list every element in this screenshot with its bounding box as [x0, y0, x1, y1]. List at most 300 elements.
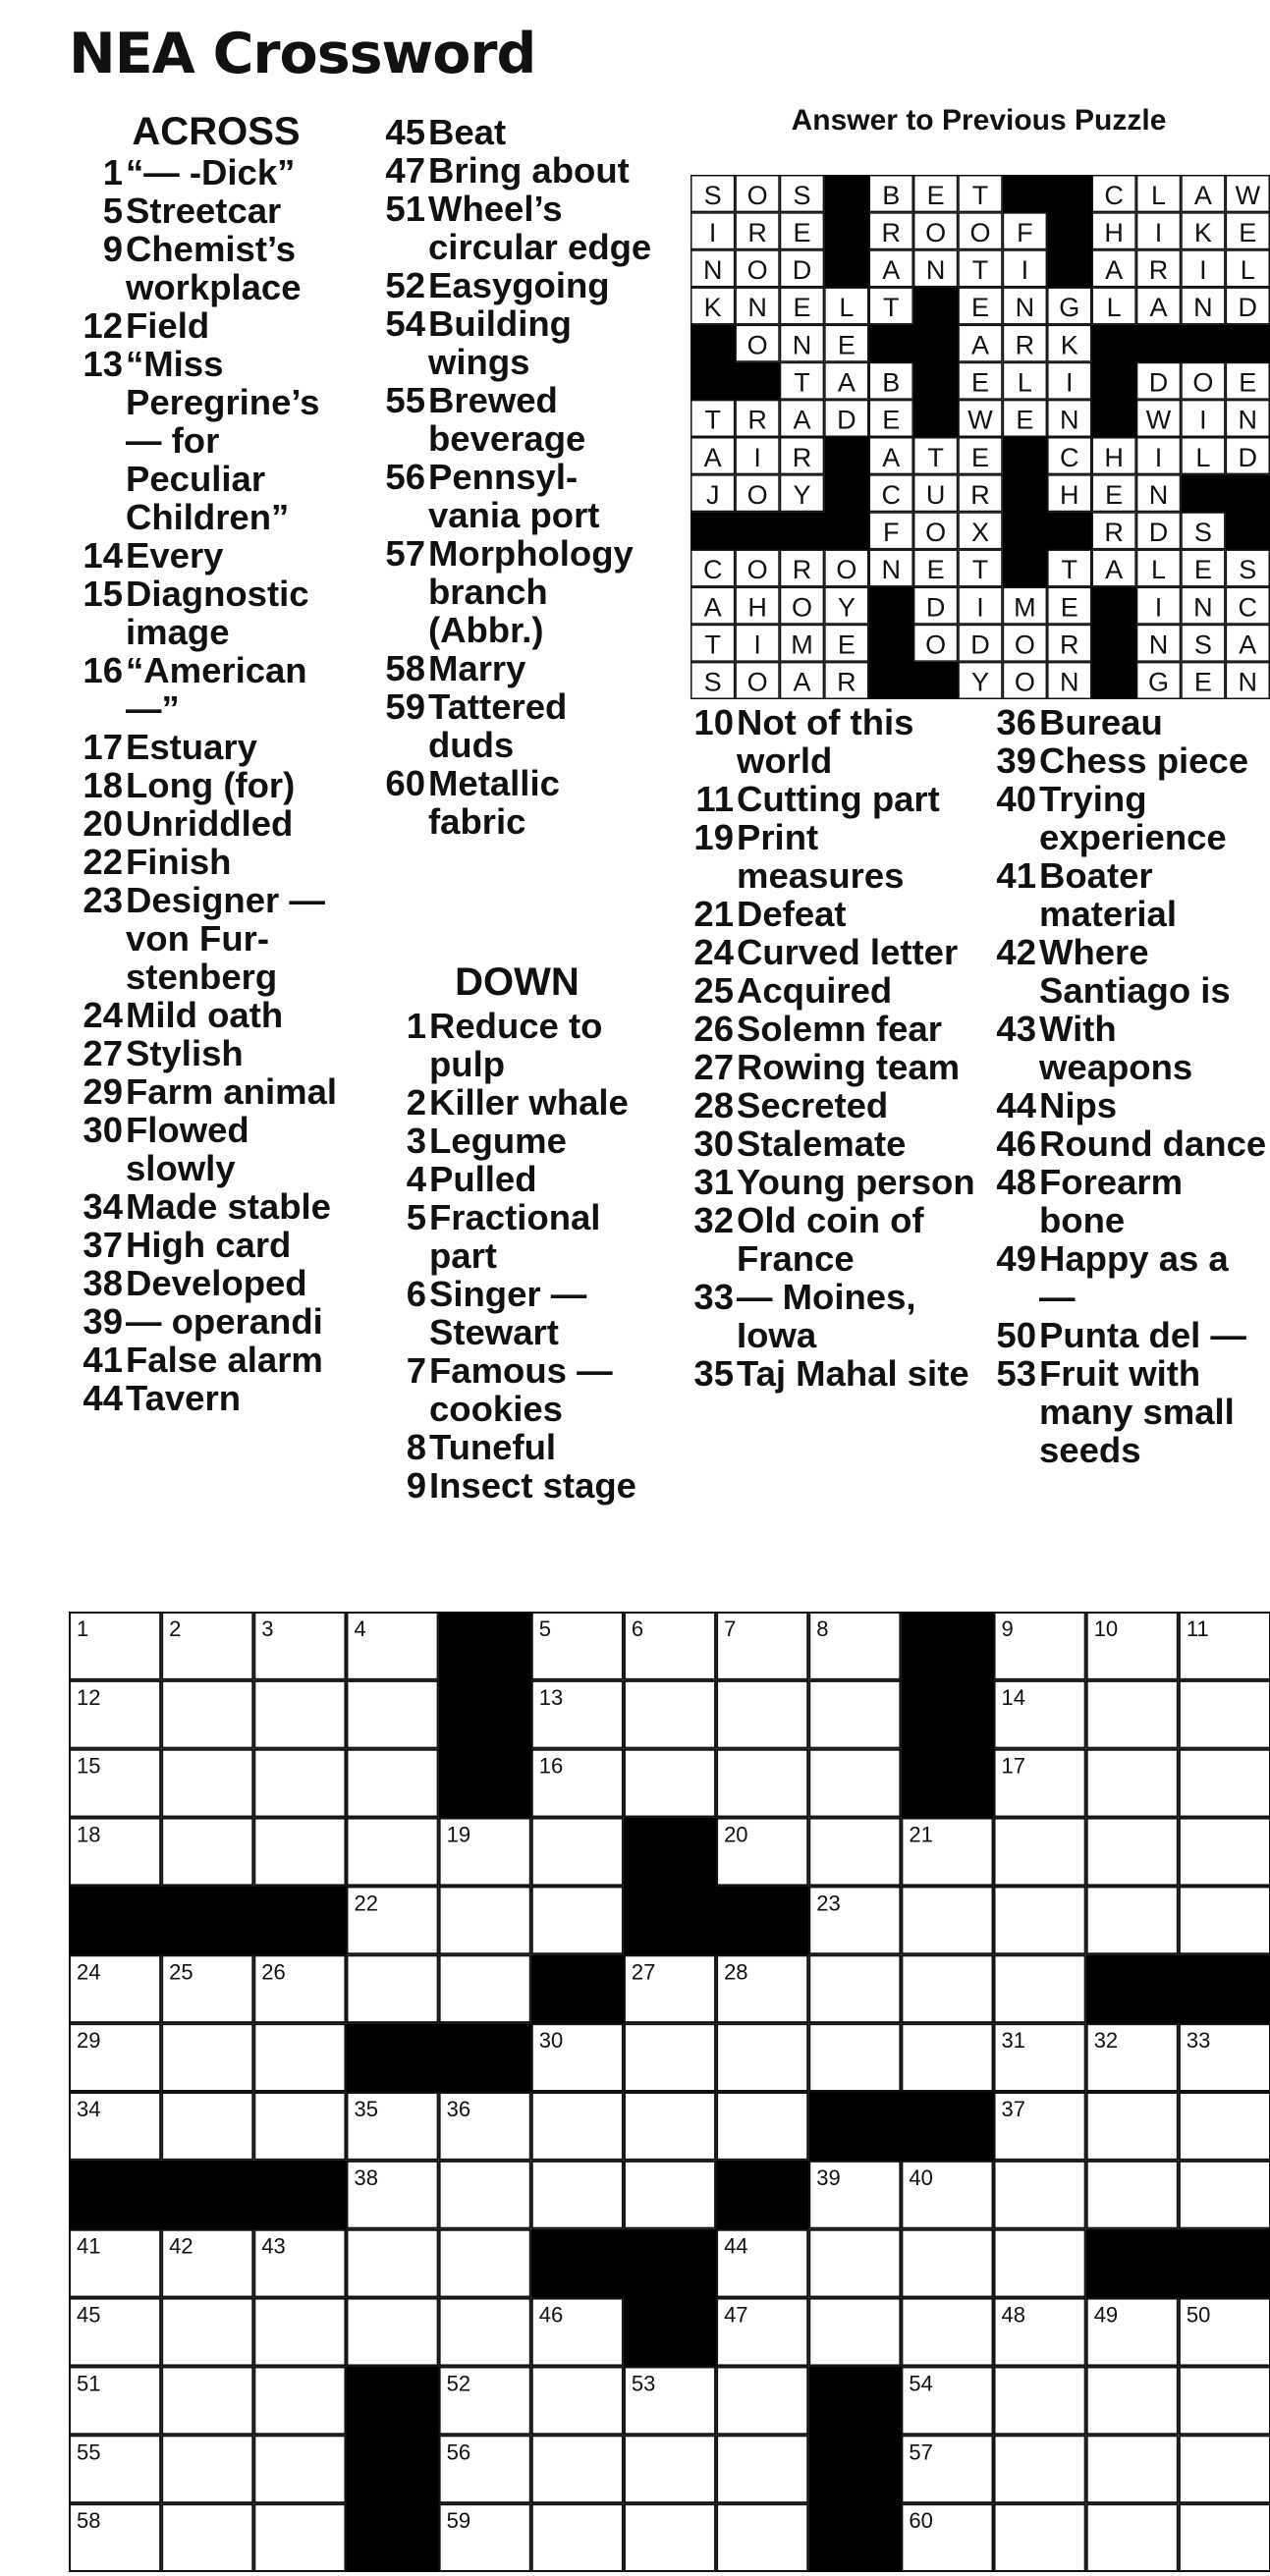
across-clue[interactable] [69, 1226, 363, 1264]
grid-cell[interactable] [625, 2504, 715, 2571]
grid-cell[interactable] [1180, 2162, 1270, 2228]
grid-cell[interactable] [162, 1681, 252, 1748]
black-square [913, 287, 959, 325]
answer-letter: N [1060, 405, 1079, 435]
clue-text: Estuary [126, 727, 257, 767]
down-clue[interactable] [377, 1428, 657, 1466]
cell-number: 25 [169, 1959, 193, 1985]
across-clue[interactable] [376, 113, 656, 151]
cell-number: 34 [77, 2097, 101, 2121]
grid-cell[interactable] [162, 1819, 252, 1886]
grid-cell[interactable] [254, 2436, 345, 2502]
grid-cell[interactable] [1087, 2504, 1178, 2571]
down-clue[interactable] [683, 1086, 977, 1124]
across-clue[interactable] [69, 1111, 363, 1187]
down-clue[interactable] [985, 933, 1270, 1010]
grid-cell[interactable] [162, 2436, 252, 2502]
clue-text: Pennsyl-vania port [428, 457, 600, 535]
grid-cell[interactable] [254, 2504, 345, 2571]
cell-number: 24 [77, 1959, 101, 1985]
down-clue[interactable] [985, 703, 1270, 741]
black-square [439, 1680, 532, 1749]
clue-text: Solemn fear [737, 1009, 942, 1049]
grid-cell[interactable] [347, 2299, 437, 2366]
clue-number: 33 [693, 1277, 734, 1317]
grid-cell[interactable] [717, 2504, 807, 2571]
black-square [531, 1954, 625, 2023]
across-clue[interactable] [69, 1034, 363, 1072]
grid-cell[interactable] [1087, 2162, 1178, 2228]
black-square [1091, 587, 1136, 626]
cell-number: 30 [538, 2028, 564, 2054]
clue-text: High card [126, 1225, 292, 1265]
clue-text: Forearm bone [1039, 1162, 1184, 1240]
across-clue[interactable] [69, 1341, 363, 1379]
answer-letter: A [793, 667, 811, 697]
cell-number: 26 [261, 1959, 286, 1985]
grid-cell[interactable] [717, 2436, 807, 2502]
across-clue[interactable] [69, 1302, 363, 1341]
down-clue[interactable] [683, 818, 977, 895]
across-clue[interactable] [69, 1379, 363, 1417]
answer-letter: N [1193, 293, 1213, 323]
down-clue[interactable] [985, 1086, 1270, 1124]
clue-text: Stylish [126, 1033, 244, 1073]
cell-number: 7 [724, 1617, 737, 1641]
clue-text: Beat [428, 112, 507, 152]
black-square [1179, 1954, 1270, 2023]
down-clue[interactable] [683, 780, 977, 818]
cell-number: 38 [354, 2165, 378, 2190]
clue-number: 28 [693, 1085, 734, 1125]
clue-text: Fruit with many small seeds [1039, 1353, 1235, 1470]
grid-cell[interactable] [1180, 1750, 1270, 1817]
clue-text: Cutting part [737, 779, 940, 819]
grid-cell[interactable] [254, 1750, 345, 1817]
down-clue[interactable] [377, 1198, 657, 1275]
grid-cell[interactable] [809, 1681, 900, 1748]
grid-cell[interactable] [995, 1955, 1085, 2022]
grid-cell[interactable] [440, 2299, 530, 2366]
grid-cell[interactable] [625, 1750, 715, 1817]
cell-number: 17 [1001, 1753, 1026, 1779]
answer-letter: O [925, 217, 947, 247]
clue-number: 45 [385, 112, 425, 152]
grid-cell[interactable] [809, 2230, 900, 2297]
across-clue[interactable] [376, 304, 656, 381]
down-clue[interactable] [683, 703, 977, 780]
clue-number: 39 [996, 740, 1036, 781]
clue-number: 14 [83, 535, 123, 575]
across-clue[interactable] [69, 536, 363, 575]
answer-letter: R [792, 555, 812, 585]
grid-cell[interactable] [902, 2024, 992, 2091]
answer-letter: N [1193, 592, 1213, 623]
grid-cell[interactable] [1180, 1887, 1270, 1953]
down-clue[interactable] [377, 1351, 657, 1428]
down-clue[interactable] [985, 1124, 1270, 1163]
grid-cell[interactable] [1087, 1887, 1178, 1953]
clue-text: — operandi [126, 1301, 323, 1342]
clue-number: 20 [83, 803, 123, 844]
black-square [624, 2229, 717, 2298]
grid-cell[interactable] [625, 1681, 715, 1748]
answer-letter: S [1193, 518, 1212, 548]
grid-cell[interactable] [254, 1819, 345, 1886]
grid-cell[interactable] [347, 2230, 437, 2297]
down-clue[interactable] [377, 1083, 657, 1122]
answer-letter: O [746, 667, 768, 697]
grid-cell[interactable] [1180, 2504, 1270, 2571]
answer-letter: A [1193, 180, 1212, 210]
clue-number: 44 [83, 1378, 123, 1418]
grid-cell[interactable] [532, 2367, 623, 2434]
clue-text: “Miss Peregrine’s — for Peculiar Children” [126, 344, 320, 537]
grid-cell[interactable] [809, 1750, 900, 1817]
grid-cell[interactable] [625, 2436, 715, 2502]
answer-letter: N [747, 293, 767, 323]
grid-cell[interactable] [625, 2162, 715, 2228]
across-clue[interactable] [69, 192, 363, 230]
grid-cell[interactable] [995, 2436, 1085, 2502]
grid-cell[interactable] [995, 1819, 1085, 1886]
down-clue[interactable] [683, 1048, 977, 1086]
answer-letter: N [1238, 405, 1258, 435]
grid-cell[interactable] [809, 2299, 900, 2366]
clue-number: 15 [83, 574, 123, 614]
across-clue[interactable] [69, 996, 363, 1034]
down-clue[interactable] [377, 1122, 657, 1160]
clue-number: 11 [695, 779, 734, 819]
black-square [808, 2435, 902, 2503]
grid-cell[interactable] [625, 2093, 715, 2160]
down-clue[interactable] [683, 1278, 977, 1354]
grid-cell[interactable] [902, 2299, 992, 2366]
across-clue[interactable] [69, 881, 363, 996]
down-clue[interactable] [985, 856, 1270, 933]
across-clue[interactable] [69, 766, 363, 804]
answer-letter: D [1238, 442, 1258, 472]
answer-letter: G [1148, 667, 1170, 697]
answer-letter: W [1145, 405, 1172, 435]
down-clue[interactable] [985, 741, 1270, 780]
grid-cell[interactable] [717, 2093, 807, 2160]
grid-cell[interactable] [440, 2162, 530, 2228]
answer-letter: Y [970, 667, 990, 697]
grid-cell[interactable] [809, 1955, 900, 2022]
grid-cell[interactable] [347, 1681, 437, 1748]
grid-cell[interactable] [532, 1887, 623, 1953]
answer-letter: R [747, 405, 767, 435]
clue-text: Bureau [1039, 702, 1163, 742]
down-clue[interactable] [985, 1010, 1270, 1086]
grid-cell[interactable] [1180, 2367, 1270, 2434]
clue-number: 55 [385, 380, 425, 420]
grid-cell[interactable] [532, 2436, 623, 2502]
clue-number: 37 [83, 1225, 123, 1265]
down-clue[interactable] [377, 1160, 657, 1198]
grid-cell[interactable] [902, 1887, 992, 1953]
page-title: NEA Crossword [69, 22, 536, 86]
black-square [1091, 662, 1136, 699]
answer-letter: T [882, 293, 900, 323]
black-square [1181, 325, 1226, 363]
down-clue[interactable] [985, 1163, 1270, 1239]
down-clue[interactable] [985, 1354, 1270, 1469]
clue-text: Chemist’s workplace [126, 229, 302, 307]
answer-letter: R [837, 667, 856, 697]
clue-number: 53 [996, 1353, 1036, 1394]
black-square [161, 2161, 254, 2229]
black-square [913, 362, 959, 401]
across-clue[interactable] [69, 575, 363, 651]
clue-text: Building wings [428, 303, 572, 382]
grid-cell[interactable] [254, 2299, 345, 2366]
down-clue[interactable] [985, 1239, 1270, 1316]
across-clue[interactable] [69, 230, 363, 306]
crossword-grid[interactable] [69, 1612, 1270, 2572]
clue-text: Chess piece [1039, 740, 1249, 781]
answer-letter: W [967, 405, 993, 435]
grid-cell[interactable] [809, 1819, 900, 1886]
answer-letter: S [1239, 555, 1257, 585]
answer-letter: D [792, 255, 812, 286]
across-clue[interactable] [376, 687, 656, 764]
answer-letter: N [702, 255, 723, 286]
grid-cell[interactable] [995, 2504, 1085, 2571]
answer-letter: R [881, 217, 901, 247]
clue-number: 9 [102, 229, 123, 269]
answer-letter: C [1238, 592, 1258, 623]
down-clue[interactable] [683, 1163, 977, 1201]
across-clue[interactable] [69, 1072, 363, 1111]
black-square [1003, 474, 1048, 513]
answer-letter: L [1240, 255, 1255, 286]
clue-number: 36 [996, 702, 1036, 742]
grid-cell[interactable] [347, 1819, 437, 1886]
grid-cell[interactable] [902, 2230, 992, 2297]
down-clue[interactable] [683, 1010, 977, 1048]
black-square [869, 325, 914, 363]
answer-letter: R [1148, 255, 1169, 286]
answer-letter: H [1104, 217, 1124, 247]
grid-cell[interactable] [1087, 1681, 1178, 1748]
across-clue[interactable] [376, 151, 656, 190]
down-clue[interactable] [377, 1007, 657, 1083]
down-clue[interactable] [683, 895, 977, 933]
across-clue[interactable] [69, 804, 363, 843]
grid-cell[interactable] [625, 2024, 715, 2091]
down-clue[interactable] [683, 1201, 977, 1278]
across-clue[interactable] [376, 190, 656, 266]
down-clue[interactable] [985, 780, 1270, 856]
grid-cell[interactable] [717, 2024, 807, 2091]
across-clue[interactable] [69, 651, 363, 728]
grid-cell[interactable] [995, 1887, 1085, 1953]
grid-cell[interactable] [532, 1819, 623, 1886]
grid-cell[interactable] [162, 2024, 252, 2091]
grid-cell[interactable] [1180, 1681, 1270, 1748]
across-clue[interactable] [69, 843, 363, 881]
clue-text: Streetcar [126, 191, 282, 231]
answer-letter: L [1195, 442, 1211, 472]
grid-cell[interactable] [440, 2230, 530, 2297]
answer-letter: O [969, 217, 991, 247]
clue-number: 19 [693, 817, 734, 857]
clue-number: 30 [83, 1110, 123, 1150]
grid-cell[interactable] [532, 2504, 623, 2571]
grid-cell[interactable] [347, 1750, 437, 1817]
grid-cell[interactable] [162, 2367, 252, 2434]
grid-cell[interactable] [1180, 2436, 1270, 2502]
grid-cell[interactable] [1087, 1750, 1178, 1817]
answer-letter: O [836, 555, 857, 585]
down-clue[interactable] [683, 971, 977, 1010]
black-square [1226, 474, 1270, 513]
grid-cell[interactable] [995, 2230, 1085, 2297]
cell-number: 33 [1186, 2028, 1211, 2054]
clue-number: 57 [385, 533, 425, 574]
grid-cell[interactable] [254, 2024, 345, 2091]
grid-cell[interactable] [995, 2162, 1085, 2228]
clue-text: Curved letter [737, 932, 959, 972]
black-square [624, 1818, 717, 1887]
clue-text: — Moines, Iowa [737, 1277, 916, 1355]
black-square [1047, 175, 1092, 213]
clue-text: Tattered duds [428, 686, 568, 765]
answer-letter: D [970, 630, 990, 660]
black-square [1136, 325, 1182, 363]
cell-number: 29 [77, 2028, 101, 2054]
across-clue[interactable] [376, 458, 656, 534]
grid-cell[interactable] [1087, 1819, 1178, 1886]
across-clue[interactable] [69, 153, 363, 192]
across-clue[interactable] [69, 345, 363, 536]
across-clue[interactable] [69, 1264, 363, 1302]
cell-number: 22 [354, 1891, 378, 1916]
grid-cell[interactable] [1087, 2367, 1178, 2434]
answer-letter: O [1014, 630, 1035, 660]
across-clue[interactable] [69, 1187, 363, 1226]
grid-cell[interactable] [440, 1955, 530, 2022]
answer-letter: S [703, 667, 722, 697]
grid-cell[interactable] [440, 1887, 530, 1953]
cell-number: 23 [816, 1891, 841, 1916]
grid-cell[interactable] [532, 2093, 623, 2160]
across-clues-column-2 [376, 113, 656, 841]
cell-number: 14 [1001, 1684, 1026, 1710]
clue-text: Famous — cookies [429, 1350, 613, 1429]
answer-letter: I [976, 592, 984, 623]
grid-cell[interactable] [162, 2299, 252, 2366]
clue-number: 7 [406, 1350, 426, 1391]
grid-cell[interactable] [254, 2367, 345, 2434]
answer-letter: K [1060, 330, 1078, 360]
across-clue[interactable] [69, 728, 363, 766]
answer-letter: E [926, 555, 945, 585]
clue-text: Print measures [737, 817, 905, 896]
grid-cell[interactable] [162, 2093, 252, 2160]
across-clue[interactable] [69, 306, 363, 345]
grid-cell[interactable] [902, 1955, 992, 2022]
down-clue[interactable] [683, 1354, 977, 1393]
answer-letter: E [1016, 405, 1034, 435]
black-square [690, 362, 736, 401]
answer-letter: E [882, 405, 901, 435]
clue-number: 47 [385, 150, 425, 191]
grid-cell[interactable] [254, 2093, 345, 2160]
grid-cell[interactable] [162, 2504, 252, 2571]
grid-cell[interactable] [717, 2367, 807, 2434]
grid-cell[interactable] [995, 2367, 1085, 2434]
clue-number: 34 [83, 1186, 123, 1227]
black-square [439, 1612, 532, 1680]
answer-letter: L [1151, 180, 1167, 210]
down-clue[interactable] [683, 933, 977, 971]
answer-letter: W [1235, 180, 1261, 210]
clue-text: Long (for) [126, 765, 296, 805]
answer-letter: A [970, 330, 990, 360]
clue-number: 60 [385, 763, 425, 803]
black-square [439, 2023, 532, 2092]
clue-text: False alarm [126, 1340, 323, 1380]
answer-letter: H [1060, 479, 1079, 510]
grid-cell[interactable] [347, 1955, 437, 2022]
across-clue[interactable] [376, 534, 656, 649]
grid-cell[interactable] [809, 2024, 900, 2091]
down-clue[interactable] [683, 1124, 977, 1163]
grid-cell[interactable] [1180, 2093, 1270, 2160]
cell-number: 35 [354, 2097, 378, 2121]
grid-cell[interactable] [162, 1750, 252, 1817]
grid-cell[interactable] [1180, 1819, 1270, 1886]
down-clue[interactable] [377, 1466, 657, 1505]
answer-letter: I [708, 217, 717, 247]
grid-cell[interactable] [532, 2162, 623, 2228]
cell-number: 16 [538, 1753, 564, 1779]
clue-text: Young person [737, 1162, 975, 1202]
grid-cell[interactable] [717, 1681, 807, 1748]
cell-number: 42 [169, 2233, 193, 2259]
answer-letter: R [970, 479, 990, 510]
cell-number: 54 [909, 2371, 933, 2396]
down-clues-column-3 [985, 703, 1270, 1469]
grid-cell[interactable] [1087, 2093, 1178, 2160]
grid-cell[interactable] [1087, 2436, 1178, 2502]
answer-letter: K [703, 293, 722, 323]
grid-cell[interactable] [254, 1681, 345, 1748]
cell-number: 11 [1186, 1617, 1209, 1641]
across-clue[interactable] [376, 266, 656, 304]
across-clue[interactable] [376, 764, 656, 841]
cell-number: 49 [1093, 2302, 1119, 2328]
answer-letter: D [1238, 293, 1258, 323]
across-clue[interactable] [376, 381, 656, 458]
black-square [901, 1749, 994, 1818]
grid-cell[interactable] [717, 1750, 807, 1817]
clue-number: 51 [385, 189, 425, 229]
down-clue[interactable] [377, 1275, 657, 1351]
down-clue[interactable] [985, 1316, 1270, 1354]
answer-letter: B [882, 367, 901, 398]
cell-number: 1 [77, 1617, 89, 1641]
clue-text: Killer whale [429, 1082, 629, 1123]
across-clue[interactable] [376, 649, 656, 687]
black-square [824, 212, 869, 250]
answer-letter: R [747, 217, 767, 247]
black-square [1226, 325, 1270, 363]
cell-number: 40 [909, 2165, 933, 2190]
